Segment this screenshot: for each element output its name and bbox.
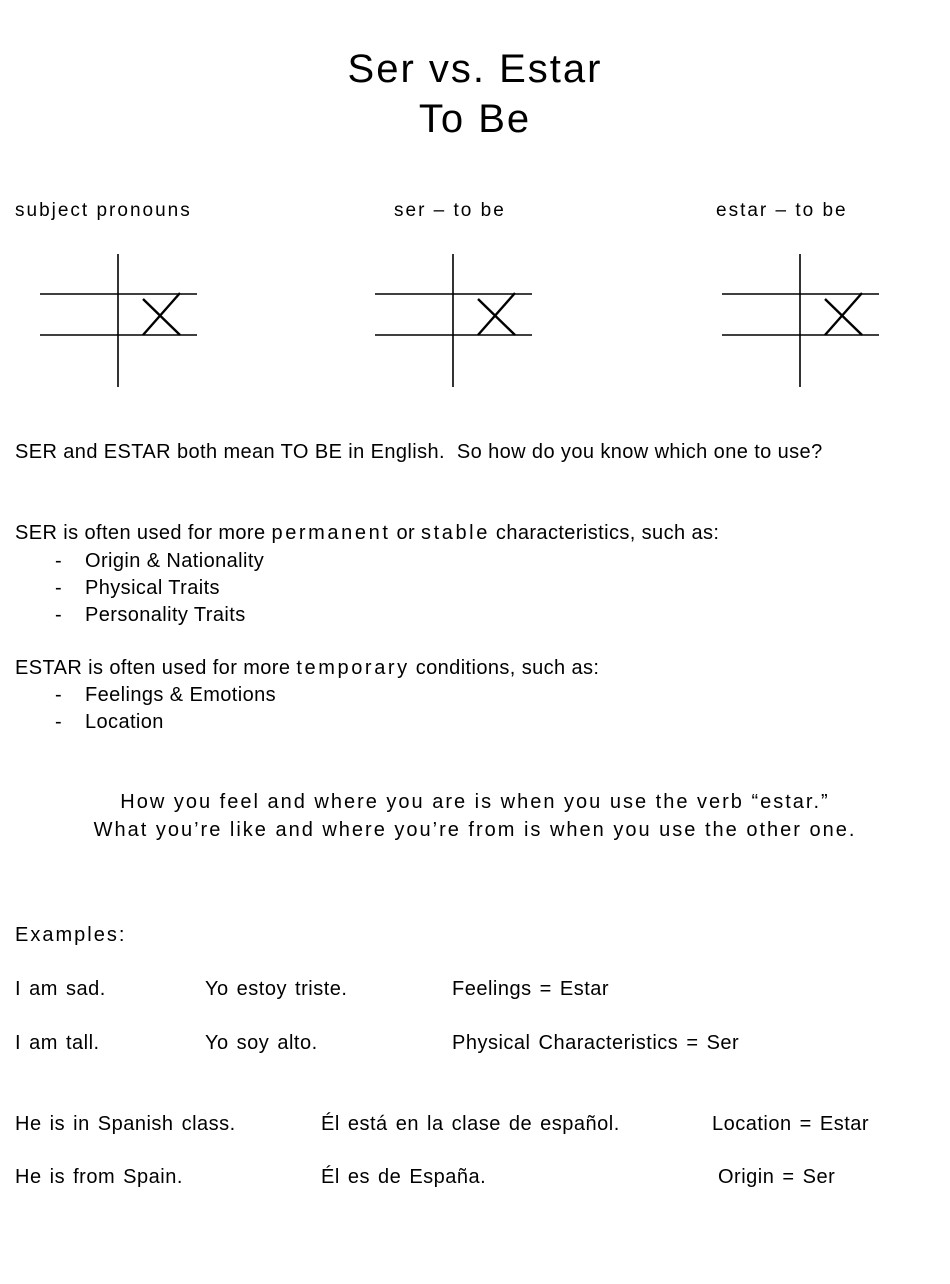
bullet-text: Physical Traits (85, 577, 220, 599)
header-estar-to-be: estar – to be (716, 200, 848, 221)
estar-bullet-location (15, 708, 915, 736)
example-rule: Location = Estar (712, 1113, 870, 1135)
example-rule: Feelings = Estar (452, 978, 610, 1000)
example-row (0, 978, 950, 1006)
usage-note (0, 788, 950, 844)
grid-with-x-icon (375, 254, 535, 389)
usage-note-line2: What you’re like and where you’re from is when you use the other one. (93, 819, 857, 841)
bullet-dash: - (55, 550, 63, 572)
example-rule: Origin = Ser (718, 1166, 836, 1188)
example-english: He is from Spain. (15, 1166, 183, 1188)
conjugation-grid-figure-estar (722, 254, 882, 389)
estar-rule-lead: ESTAR is often used for more (15, 657, 297, 679)
ser-rule-emphasis-permanent: permanent (271, 522, 391, 544)
intro-paragraph: SER and ESTAR both mean TO BE in English. So how do you know which one to use? (15, 441, 823, 463)
bullet-text: Location (85, 711, 164, 733)
example-english: I am sad. (15, 978, 106, 1000)
ser-rule-connector: or (390, 522, 421, 544)
example-english: He is in Spanish class. (15, 1113, 236, 1135)
ser-bullet-physical-traits (15, 574, 915, 602)
ser-rule-emphasis-stable: stable (420, 522, 490, 544)
example-row (0, 1032, 950, 1060)
estar-rule-sentence (15, 654, 937, 682)
ser-rule-lead: SER is often used for more (15, 522, 272, 544)
bullet-dash: - (55, 604, 63, 626)
page-title (0, 44, 950, 144)
usage-note-line1: How you feel and where you are is when you use the verb “estar.” (120, 791, 830, 813)
example-english: I am tall. (15, 1032, 100, 1054)
example-row (0, 1166, 950, 1194)
bullet-text: Feelings & Emotions (85, 684, 277, 706)
example-spanish: Él es de España. (321, 1166, 487, 1188)
page-title-line1: Ser vs. Estar (347, 47, 603, 91)
ser-rule-sentence (15, 519, 937, 547)
bullet-dash: - (55, 577, 63, 599)
grid-with-x-icon (40, 254, 200, 389)
example-spanish: Él está en la clase de español. (321, 1113, 620, 1135)
example-spanish: Yo soy alto. (205, 1032, 318, 1054)
estar-rule-tail: conditions, such as: (409, 657, 600, 679)
ser-rule-tail: characteristics, such as: (489, 522, 720, 544)
ser-bullet-origin-nationality (15, 547, 915, 575)
estar-bullet-feelings-emotions (15, 681, 915, 709)
bullet-text: Personality Traits (85, 604, 246, 626)
ser-bullet-personality-traits (15, 601, 915, 629)
bullet-dash: - (55, 711, 63, 733)
page-title-line2: To Be (418, 97, 532, 141)
bullet-text: Origin & Nationality (85, 550, 265, 572)
grid-with-x-icon (722, 254, 882, 389)
header-subject-pronouns: subject pronouns (15, 200, 192, 221)
example-rule: Physical Characteristics = Ser (452, 1032, 740, 1054)
estar-rule-emphasis-temporary: temporary (296, 657, 410, 679)
conjugation-grid-figure-ser (375, 254, 535, 389)
conjugation-grid-figure-subject-pronouns (40, 254, 200, 389)
header-ser-to-be: ser – to be (394, 200, 506, 221)
example-spanish: Yo estoy triste. (205, 978, 348, 1000)
bullet-dash: - (55, 684, 63, 706)
example-row (0, 1113, 950, 1141)
examples-heading: Examples: (15, 924, 127, 946)
